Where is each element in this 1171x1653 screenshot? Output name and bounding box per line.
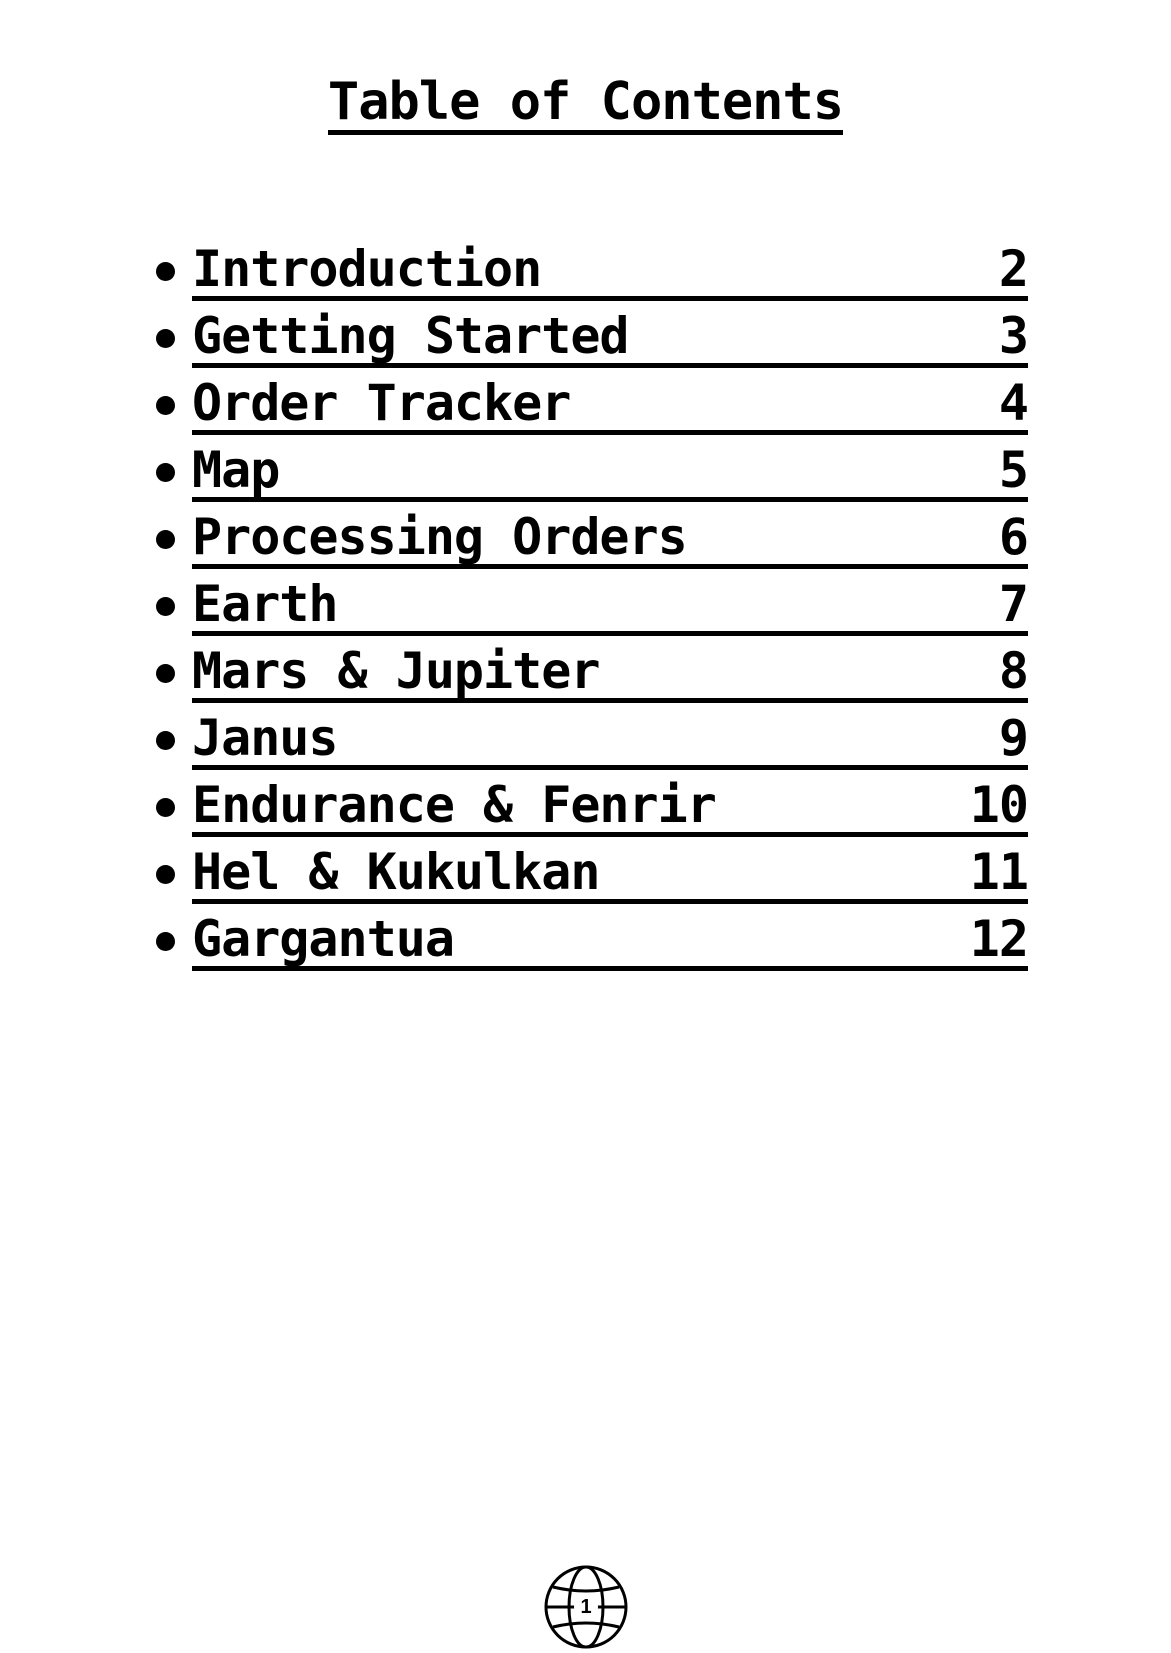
toc-link-map[interactable] <box>192 439 1028 502</box>
toc-entry <box>148 238 1028 305</box>
toc-entry-page: 8 <box>998 642 1028 700</box>
toc-entry-label: Order Tracker <box>192 374 571 432</box>
bullet-icon <box>156 463 175 482</box>
toc-entry-label: Janus <box>192 709 338 767</box>
page-title <box>0 72 1171 135</box>
toc-entry-label: Processing Orders <box>192 508 687 566</box>
toc-entry <box>148 305 1028 372</box>
toc-entry-page: 4 <box>998 374 1028 432</box>
toc-entry-label: Getting Started <box>192 307 629 365</box>
toc-link-hel-kukulkan[interactable] <box>192 841 1028 904</box>
toc-entry-page: 6 <box>998 508 1028 566</box>
bullet-icon <box>156 664 175 683</box>
toc-entry-page: 11 <box>969 843 1028 901</box>
page-title-text: Table of Contents <box>328 74 843 135</box>
toc-entry <box>148 908 1028 975</box>
toc-entry-page: 10 <box>969 776 1028 834</box>
page-number-badge <box>543 1564 629 1650</box>
toc-entry-page: 5 <box>998 441 1028 499</box>
toc-link-janus[interactable] <box>192 707 1028 770</box>
toc-entry-label: Earth <box>192 575 338 633</box>
toc-link-endurance-fenrir[interactable] <box>192 774 1028 837</box>
toc-entry-page: 2 <box>998 240 1028 298</box>
toc-entry <box>148 439 1028 506</box>
toc-entry <box>148 506 1028 573</box>
bullet-icon <box>156 932 175 951</box>
toc-entry <box>148 841 1028 908</box>
toc-entry-page: 9 <box>998 709 1028 767</box>
bullet-icon <box>156 597 175 616</box>
toc-entry <box>148 774 1028 841</box>
toc-entry-label: Mars & Jupiter <box>192 642 600 700</box>
table-of-contents <box>148 238 1028 975</box>
bullet-icon <box>156 530 175 549</box>
bullet-icon <box>156 262 175 281</box>
toc-entry <box>148 573 1028 640</box>
bullet-icon <box>156 865 175 884</box>
toc-entry <box>148 372 1028 439</box>
toc-entry-label: Map <box>192 441 280 499</box>
toc-entry <box>148 707 1028 774</box>
bullet-icon <box>156 396 175 415</box>
toc-entry-label: Gargantua <box>192 910 454 968</box>
toc-link-gargantua[interactable] <box>192 908 1028 971</box>
toc-entry-label: Hel & Kukulkan <box>192 843 600 901</box>
toc-entry-label: Endurance & Fenrir <box>192 776 716 834</box>
toc-link-getting-started[interactable] <box>192 305 1028 368</box>
toc-entry-label: Introduction <box>192 240 542 298</box>
toc-link-processing-orders[interactable] <box>192 506 1028 569</box>
toc-link-mars-jupiter[interactable] <box>192 640 1028 703</box>
toc-entry-page: 12 <box>969 910 1028 968</box>
page-number: 1 <box>580 1596 592 1618</box>
toc-entry <box>148 640 1028 707</box>
bullet-icon <box>156 329 175 348</box>
toc-entry-page: 7 <box>998 575 1028 633</box>
toc-link-introduction[interactable] <box>192 238 1028 301</box>
bullet-icon <box>156 731 175 750</box>
bullet-icon <box>156 798 175 817</box>
toc-entry-page: 3 <box>998 307 1028 365</box>
toc-link-earth[interactable] <box>192 573 1028 636</box>
toc-link-order-tracker[interactable] <box>192 372 1028 435</box>
